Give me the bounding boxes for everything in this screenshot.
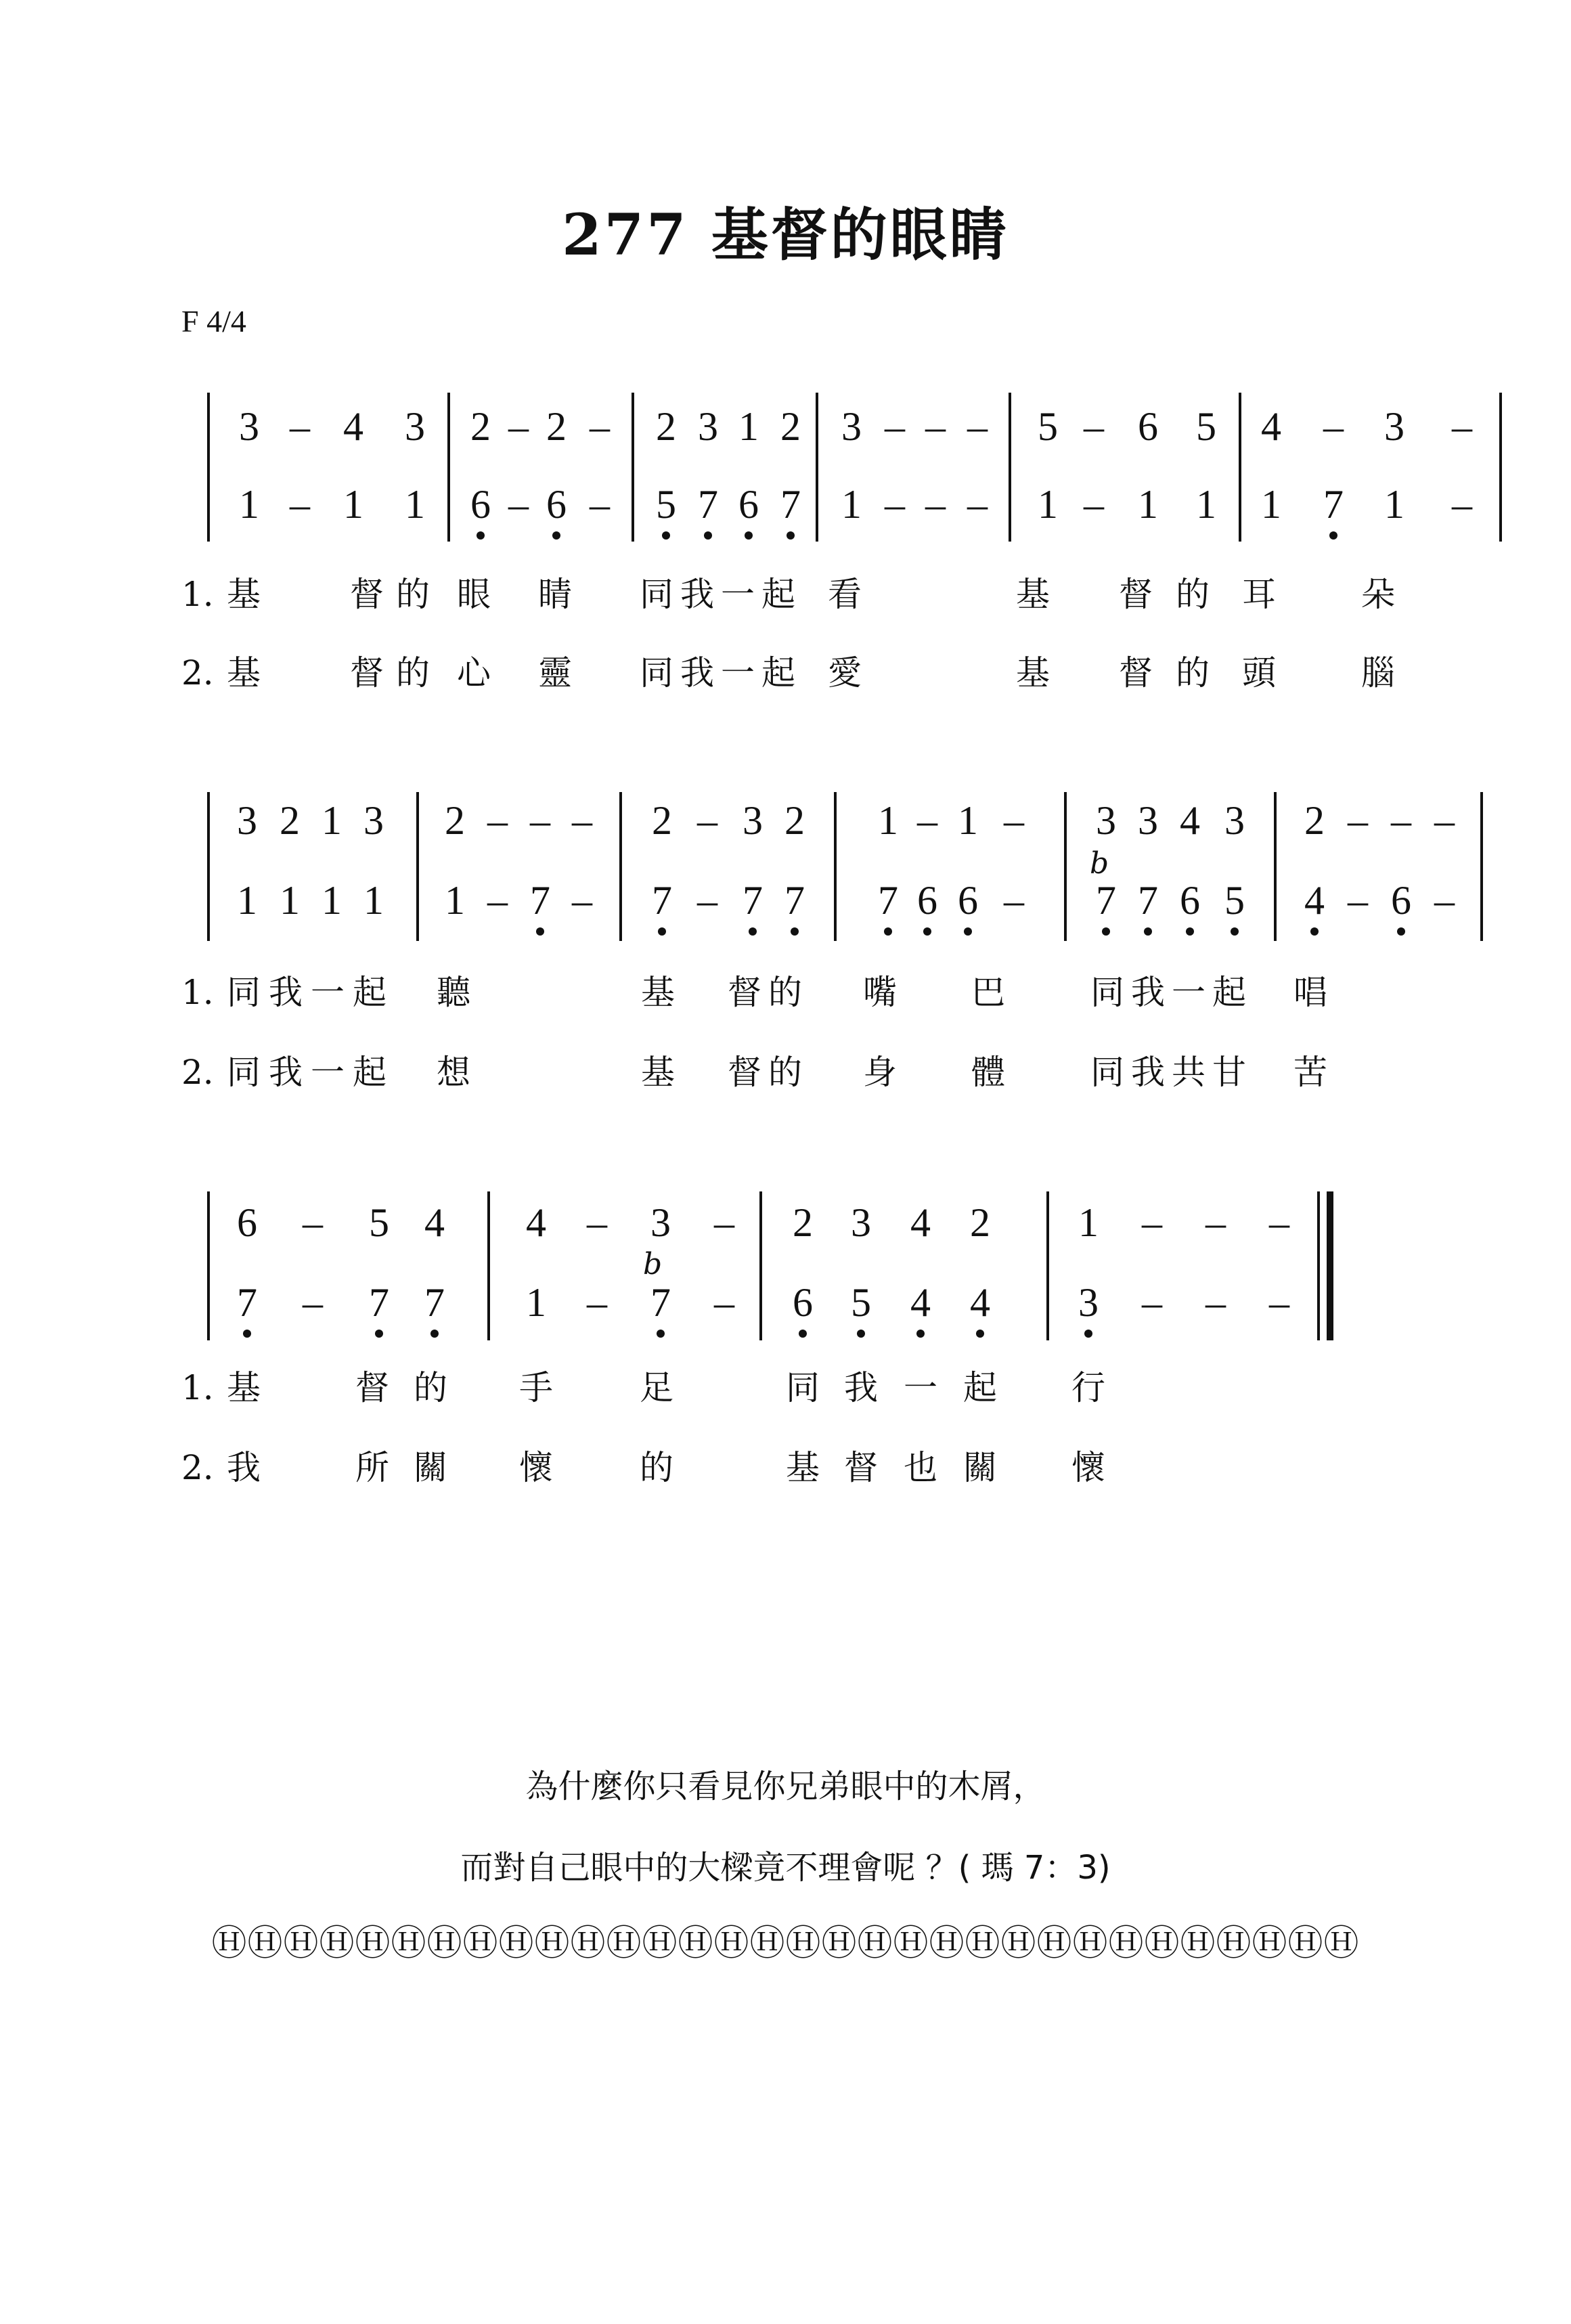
note: 4 (910, 1200, 931, 1245)
octave-dot (1084, 1330, 1092, 1338)
octave-dot (916, 1330, 925, 1338)
note: 2 (652, 798, 672, 843)
note: – (1269, 1280, 1289, 1325)
note: – (1084, 482, 1104, 527)
barline (1064, 792, 1067, 941)
note: 1 (841, 482, 862, 527)
note: 6 (958, 878, 978, 923)
flat-sign: b (643, 1247, 663, 1281)
note: – (487, 878, 508, 923)
note: – (1084, 404, 1104, 449)
scripture-line-1: 為什麼你只看見你兄弟眼中的木屑， (525, 1768, 1046, 1805)
note: – (590, 482, 610, 527)
note: 2 (793, 1200, 813, 1245)
barline (1046, 1191, 1049, 1340)
note: – (697, 798, 717, 843)
note: – (1205, 1280, 1226, 1325)
note: 7 (652, 878, 672, 923)
barline (487, 1191, 490, 1340)
note: 6 (793, 1280, 813, 1325)
note: 3 (1096, 798, 1116, 843)
note: 7 (530, 878, 550, 923)
octave-dot (375, 1330, 383, 1338)
note: 5 (1224, 878, 1245, 923)
note: 1 (1196, 482, 1216, 527)
note: 2 (546, 404, 567, 449)
note: 2 (784, 798, 805, 843)
note: 4 (526, 1200, 546, 1245)
octave-dot (243, 1330, 251, 1338)
octave-dot (1144, 927, 1152, 936)
octave-dot (477, 531, 485, 540)
note: 6 (1391, 878, 1411, 923)
note: – (508, 404, 529, 449)
note: 6 (1138, 404, 1158, 449)
note: – (714, 1280, 734, 1325)
note: 6 (917, 878, 937, 923)
note: – (1452, 482, 1472, 527)
note: – (1323, 404, 1344, 449)
note: – (1205, 1200, 1226, 1245)
note: 5 (1038, 404, 1058, 449)
barline (207, 792, 210, 941)
note: 7 (237, 1280, 257, 1325)
note: 3 (1078, 1280, 1099, 1325)
note: – (1348, 798, 1368, 843)
note: 1 (1038, 482, 1058, 527)
octave-dot (552, 531, 560, 540)
note: 5 (369, 1200, 389, 1245)
note: 2 (656, 404, 676, 449)
note: 1 (445, 878, 465, 923)
note: 3 (698, 404, 718, 449)
octave-dot (884, 927, 892, 936)
page-title: 277 基督的眼睛 (562, 201, 1009, 268)
note: – (1142, 1280, 1162, 1325)
note: – (572, 798, 592, 843)
note: 6 (738, 482, 759, 527)
note: 7 (784, 878, 805, 923)
note: 1 (1078, 1200, 1099, 1245)
note: 5 (851, 1280, 871, 1325)
key-signature: F 4/4 (181, 304, 246, 338)
note: 1 (1384, 482, 1404, 527)
octave-dot (799, 1330, 807, 1338)
barline (632, 393, 634, 542)
octave-dot (791, 927, 799, 936)
note: – (1348, 878, 1368, 923)
barline (416, 792, 419, 941)
scripture-line-2: 而對自己眼中的大樑竟不理會呢 ？( 瑪 7：3) (460, 1849, 1111, 1887)
note: 2 (970, 1200, 990, 1245)
note: – (530, 798, 550, 843)
note: – (303, 1280, 323, 1325)
barline (207, 393, 210, 542)
note: 7 (650, 1280, 671, 1325)
note: 7 (878, 878, 898, 923)
note: 1 (1261, 482, 1281, 527)
octave-dot (1186, 927, 1194, 936)
note: – (587, 1200, 607, 1245)
octave-dot (657, 1330, 665, 1338)
note: 1 (363, 878, 384, 923)
barline (619, 792, 622, 941)
note: – (885, 482, 905, 527)
note: 1 (1138, 482, 1158, 527)
barline (1317, 1191, 1320, 1340)
note: 7 (743, 878, 763, 923)
note: 6 (470, 482, 491, 527)
barline (447, 393, 450, 542)
note: – (885, 404, 905, 449)
note: – (925, 482, 946, 527)
note: – (967, 482, 988, 527)
note: – (290, 482, 310, 527)
note: 7 (1096, 878, 1116, 923)
note: 3 (841, 404, 862, 449)
note: 2 (280, 798, 300, 843)
final-barline (1327, 1191, 1333, 1340)
octave-dot (704, 531, 712, 540)
barline (1239, 393, 1241, 542)
octave-dot (1329, 531, 1337, 540)
note: 1 (526, 1280, 546, 1325)
octave-dot (1102, 927, 1110, 936)
note: 1 (738, 404, 759, 449)
note: – (508, 482, 529, 527)
note: 6 (546, 482, 567, 527)
note: – (1391, 798, 1411, 843)
note: – (714, 1200, 734, 1245)
note: 1 (237, 878, 257, 923)
note: 6 (237, 1200, 257, 1245)
note: 7 (369, 1280, 389, 1325)
octave-dot (923, 927, 931, 936)
note: – (303, 1200, 323, 1245)
note: 5 (656, 482, 676, 527)
octave-dot (430, 1330, 439, 1338)
note: 3 (743, 798, 763, 843)
note: – (587, 1280, 607, 1325)
barline (1274, 792, 1277, 941)
note: 3 (851, 1200, 871, 1245)
note: 4 (1304, 878, 1325, 923)
barline (816, 393, 818, 542)
octave-dot (1397, 927, 1405, 936)
note: – (925, 404, 946, 449)
note: 7 (780, 482, 801, 527)
note: 1 (280, 878, 300, 923)
note: 3 (239, 404, 259, 449)
octave-dot (745, 531, 753, 540)
note: 7 (698, 482, 718, 527)
note: 3 (237, 798, 257, 843)
note: – (1452, 404, 1472, 449)
note: 1 (958, 798, 978, 843)
note: 1 (322, 878, 342, 923)
note: 3 (363, 798, 384, 843)
note: 4 (343, 404, 363, 449)
octave-dot (787, 531, 795, 540)
note: 1 (878, 798, 898, 843)
decorative-border: ⒽⒽⒽⒽⒽⒽⒽⒽⒽⒽⒽⒽⒽⒽⒽⒽⒽⒽⒽⒽⒽⒽⒽⒽⒽⒽⒽⒽⒽⒽⒽⒽ (211, 1923, 1360, 1964)
flat-sign: b (1090, 846, 1109, 881)
note: – (967, 404, 988, 449)
note: 5 (1196, 404, 1216, 449)
note: – (1434, 878, 1455, 923)
octave-dot (658, 927, 666, 936)
octave-dot (857, 1330, 865, 1338)
octave-dot (1310, 927, 1319, 936)
note: 4 (970, 1280, 990, 1325)
barline (1499, 393, 1502, 542)
note: 7 (424, 1280, 445, 1325)
note: 1 (405, 482, 425, 527)
note: – (1269, 1200, 1289, 1245)
note: 4 (1180, 798, 1200, 843)
note: 1 (322, 798, 342, 843)
octave-dot (662, 531, 670, 540)
note: 2 (470, 404, 491, 449)
barline (1480, 792, 1483, 941)
note: 3 (405, 404, 425, 449)
note: 4 (424, 1200, 445, 1245)
note: – (1434, 798, 1455, 843)
note: – (290, 404, 310, 449)
note: 1 (239, 482, 259, 527)
note: – (487, 798, 508, 843)
note: 6 (1180, 878, 1200, 923)
note: 3 (1138, 798, 1158, 843)
note: 7 (1323, 482, 1344, 527)
note: – (572, 878, 592, 923)
octave-dot (964, 927, 972, 936)
note: – (697, 878, 717, 923)
note: – (1004, 798, 1024, 843)
note: – (1142, 1200, 1162, 1245)
note: 2 (780, 404, 801, 449)
barline (1009, 393, 1011, 542)
note: 3 (650, 1200, 671, 1245)
octave-dot (749, 927, 757, 936)
note: – (917, 798, 937, 843)
note: 3 (1224, 798, 1245, 843)
note: 2 (445, 798, 465, 843)
note: 4 (1261, 404, 1281, 449)
octave-dot (536, 927, 544, 936)
barline (759, 1191, 762, 1340)
note: 3 (1384, 404, 1404, 449)
octave-dot (1231, 927, 1239, 936)
octave-dot (976, 1330, 984, 1338)
note: 2 (1304, 798, 1325, 843)
barline (834, 792, 837, 941)
barline (207, 1191, 210, 1340)
note: 7 (1138, 878, 1158, 923)
note: 1 (343, 482, 363, 527)
note: – (590, 404, 610, 449)
note: 4 (910, 1280, 931, 1325)
note: – (1004, 878, 1024, 923)
